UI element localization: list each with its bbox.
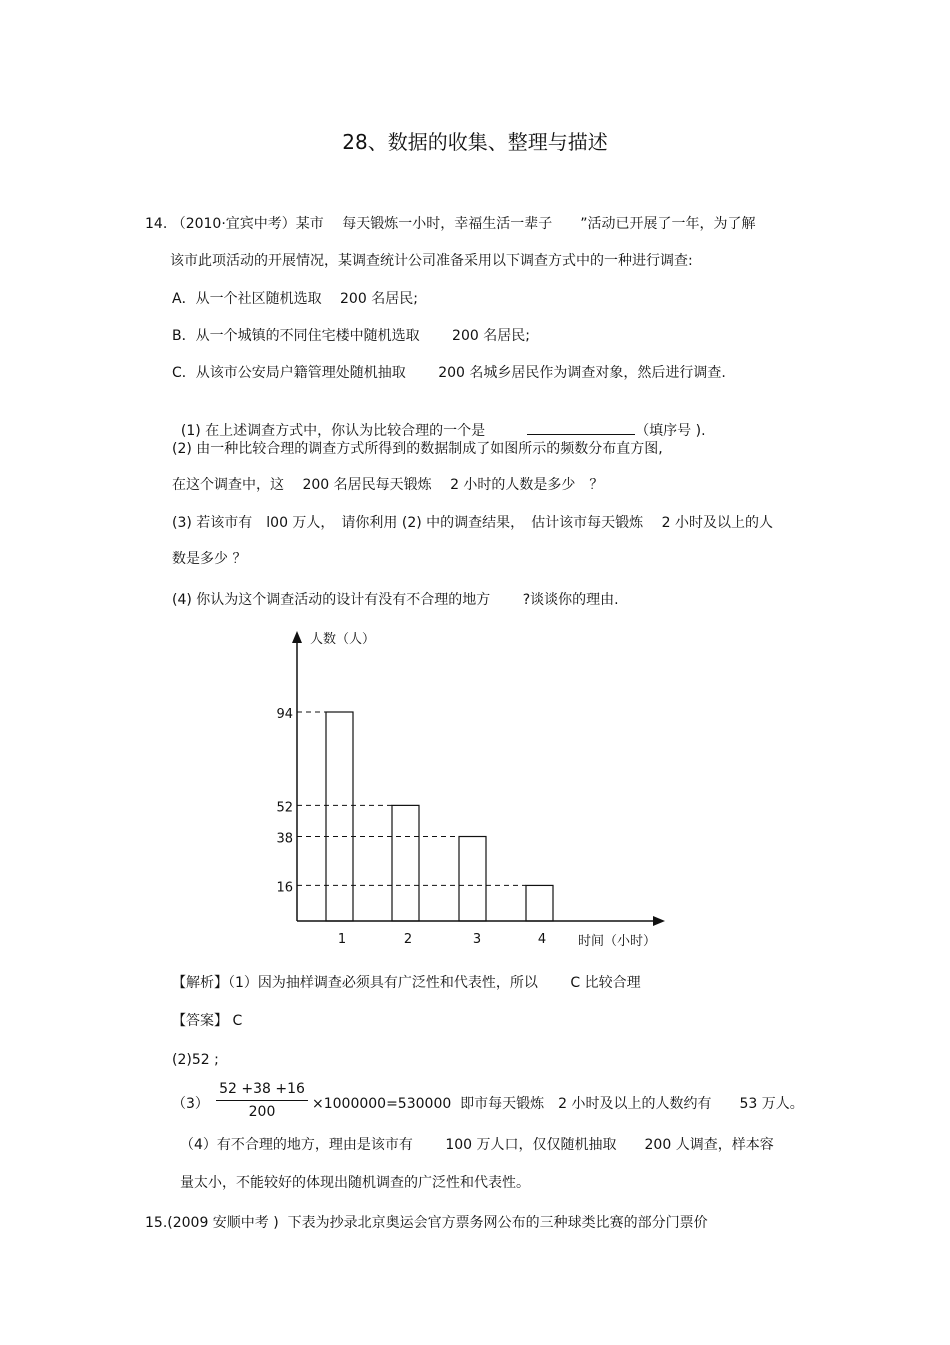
answer-part-4-line-1: （4）有不合理的地方，理由是该市有 100 万人口，仅仅随机抽取 200 人调查，样本容 (180, 1137, 774, 1153)
y-axis-label: 人数（人） (310, 632, 376, 647)
x-tick-label: 1 (337, 932, 347, 947)
part-3-line-2: 数是多少 ？ (172, 551, 247, 567)
part-4-question: (4) 你认为这个调查活动的设计有没有不合理的地方 ?谈谈你的理由. (172, 592, 619, 608)
question-14-line-1: 14. （2010·宜宾中考）某市 每天锻炼一小时，幸福生活一辈子 ”活动已开展了一年，为了解 (145, 216, 756, 232)
answer-part-4-line-2: 量太小，不能较好的体现出随机调查的广泛性和代表性。 (180, 1175, 530, 1191)
x-tick-label: 2 (403, 932, 413, 947)
fraction-numerator: 52 +38 +16 (219, 1081, 305, 1097)
y-tick-label: 16 (276, 880, 293, 896)
option-c: C．从该市公安局户籍管理处随机抽取 200 名城乡居民作为调查对象，然后进行调查. (172, 365, 726, 381)
bar (392, 805, 419, 921)
fraction-denominator: 200 (248, 1104, 276, 1120)
bar (326, 712, 353, 921)
answer-text: 【答案】 C (172, 1013, 243, 1029)
page-title: 28、数据的收集、整理与描述 (342, 130, 608, 154)
part-2-line-1: (2) 由一种比较合理的调查方式所得到的数据制成了如图所示的频数分布直方图, (172, 441, 663, 457)
analysis-text: 【解析】（1）因为抽样调查必须具有广泛性和代表性，所以 C 比较合理 (172, 975, 641, 991)
x-axis-arrow (653, 916, 665, 926)
part-2-line-2: 在这个调查中，这 200 名居民每天锻炼 2 小时的人数是多少 ？ (172, 477, 604, 493)
fraction (216, 1080, 308, 1121)
fraction-bar (216, 1100, 308, 1101)
part-3-line-1: (3) 若该市有 l00 万人， 请你利用 (2) 中的调查结果， 估计该市每天锻炼 2 小时及以上的人 (172, 515, 773, 531)
option-b: B．从一个城镇的不同住宅楼中随机选取 200 名居民; (172, 328, 530, 344)
question-14-line-2: 该市此项活动的开展情况，某调查统计公司准备采用以下调查方式中的一种进行调查: (170, 253, 693, 269)
bar (459, 837, 486, 921)
x-tick-label: 3 (472, 932, 482, 947)
x-axis-label: 时间（小时） (578, 934, 657, 949)
y-axis-arrow (292, 631, 302, 643)
y-tick-label: 94 (276, 707, 293, 722)
y-tick-label: 38 (276, 831, 293, 847)
x-tick-label: 4 (537, 932, 547, 947)
y-tick-label: 52 (276, 800, 293, 816)
question-15-line-1: 15.(2009 安顺中考 ) 下表为抄录北京奥运会官方票务网公布的三种球类比赛的部分门票价 (145, 1215, 708, 1231)
part-1-suffix: （填序号 ). (635, 423, 706, 439)
answer-part-3-label: （3） (172, 1096, 209, 1112)
answer-part-3-text: ×1000000=530000 即市每天锻炼 2 小时及以上的人数约有 53 万人。 (312, 1096, 804, 1112)
answer-part-2: (2)52 ; (172, 1052, 219, 1068)
option-a: A．从一个社区随机选取 200 名居民; (172, 291, 418, 307)
bar (526, 885, 553, 921)
part-1-text: (1) 在上述调查方式中，你认为比较合理的一个是 (180, 423, 528, 439)
